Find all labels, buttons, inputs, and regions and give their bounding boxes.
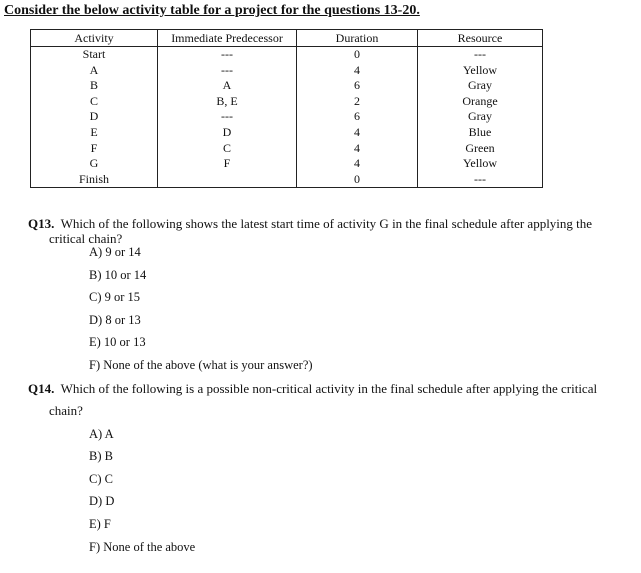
cell-activity: C <box>31 93 158 109</box>
header-resource: Resource <box>418 30 543 47</box>
cell-activity: F <box>31 140 158 156</box>
cell-predecessor <box>158 171 297 187</box>
q14-option-d: D) D <box>89 494 115 508</box>
cell-duration: 4 <box>297 62 418 78</box>
q14-option-e: E) F <box>89 517 111 531</box>
q14-question <box>28 381 597 397</box>
q14-text-line1: Which of the following is a possible non-critical activity in the final schedule after applying the critical <box>60 381 598 396</box>
cell-duration: 0 <box>297 46 418 62</box>
cell-activity: G <box>31 156 158 172</box>
table-row <box>31 156 543 172</box>
page-heading: Consider the below activity table for a project for the questions 13-20. <box>4 3 420 18</box>
cell-predecessor: A <box>158 78 297 94</box>
cell-activity: D <box>31 109 158 125</box>
cell-resource: --- <box>418 46 543 62</box>
cell-predecessor: --- <box>158 46 297 62</box>
cell-duration: 6 <box>297 78 418 94</box>
cell-duration: 4 <box>297 156 418 172</box>
header-predecessor: Immediate Predecessor <box>158 30 297 47</box>
q13-number: Q13. <box>28 216 55 231</box>
table-row <box>31 171 543 187</box>
cell-resource: Orange <box>418 93 543 109</box>
table-row <box>31 78 543 94</box>
activity-table <box>30 29 543 188</box>
q14-option-a: A) A <box>89 427 114 441</box>
cell-resource: Gray <box>418 78 543 94</box>
table-row <box>31 125 543 141</box>
cell-resource: Gray <box>418 109 543 125</box>
cell-predecessor: D <box>158 125 297 141</box>
table-row <box>31 140 543 156</box>
table-row <box>31 62 543 78</box>
cell-predecessor: --- <box>158 109 297 125</box>
q14-option-c: C) C <box>89 472 113 486</box>
cell-predecessor: B, E <box>158 93 297 109</box>
q13-text-line1: Which of the following shows the latest start time of activity G in the final schedule after applying the <box>60 216 593 231</box>
q14-text-line2: chain? <box>49 403 83 418</box>
cell-activity: B <box>31 78 158 94</box>
q13-option-d: D) 8 or 13 <box>89 313 141 327</box>
q13-question <box>28 216 592 232</box>
cell-duration: 0 <box>297 171 418 187</box>
cell-activity: Finish <box>31 171 158 187</box>
cell-duration: 4 <box>297 125 418 141</box>
q13-option-a: A) 9 or 14 <box>89 245 141 259</box>
table-row <box>31 46 543 62</box>
q14-option-f: F) None of the above <box>89 540 196 554</box>
header-duration: Duration <box>297 30 418 47</box>
cell-predecessor: --- <box>158 62 297 78</box>
header-activity: Activity <box>31 30 158 47</box>
q13-option-f: F) None of the above (what is your answer?) <box>89 358 313 372</box>
cell-resource: --- <box>418 171 543 187</box>
cell-activity: A <box>31 62 158 78</box>
table-header-row <box>31 30 543 47</box>
cell-duration: 2 <box>297 93 418 109</box>
table-row <box>31 93 543 109</box>
q13-option-c: C) 9 or 15 <box>89 290 141 304</box>
q13-option-b: B) 10 or 14 <box>89 268 147 282</box>
q13-text-line2: critical chain? <box>49 231 123 246</box>
q14-option-b: B) B <box>89 449 113 463</box>
cell-resource: Green <box>418 140 543 156</box>
table-row <box>31 109 543 125</box>
cell-predecessor: F <box>158 156 297 172</box>
cell-activity: E <box>31 125 158 141</box>
cell-resource: Yellow <box>418 156 543 172</box>
cell-activity: Start <box>31 46 158 62</box>
cell-duration: 6 <box>297 109 418 125</box>
cell-resource: Yellow <box>418 62 543 78</box>
cell-resource: Blue <box>418 125 543 141</box>
cell-duration: 4 <box>297 140 418 156</box>
cell-predecessor: C <box>158 140 297 156</box>
q13-option-e: E) 10 or 13 <box>89 335 146 349</box>
q14-number: Q14. <box>28 381 55 396</box>
